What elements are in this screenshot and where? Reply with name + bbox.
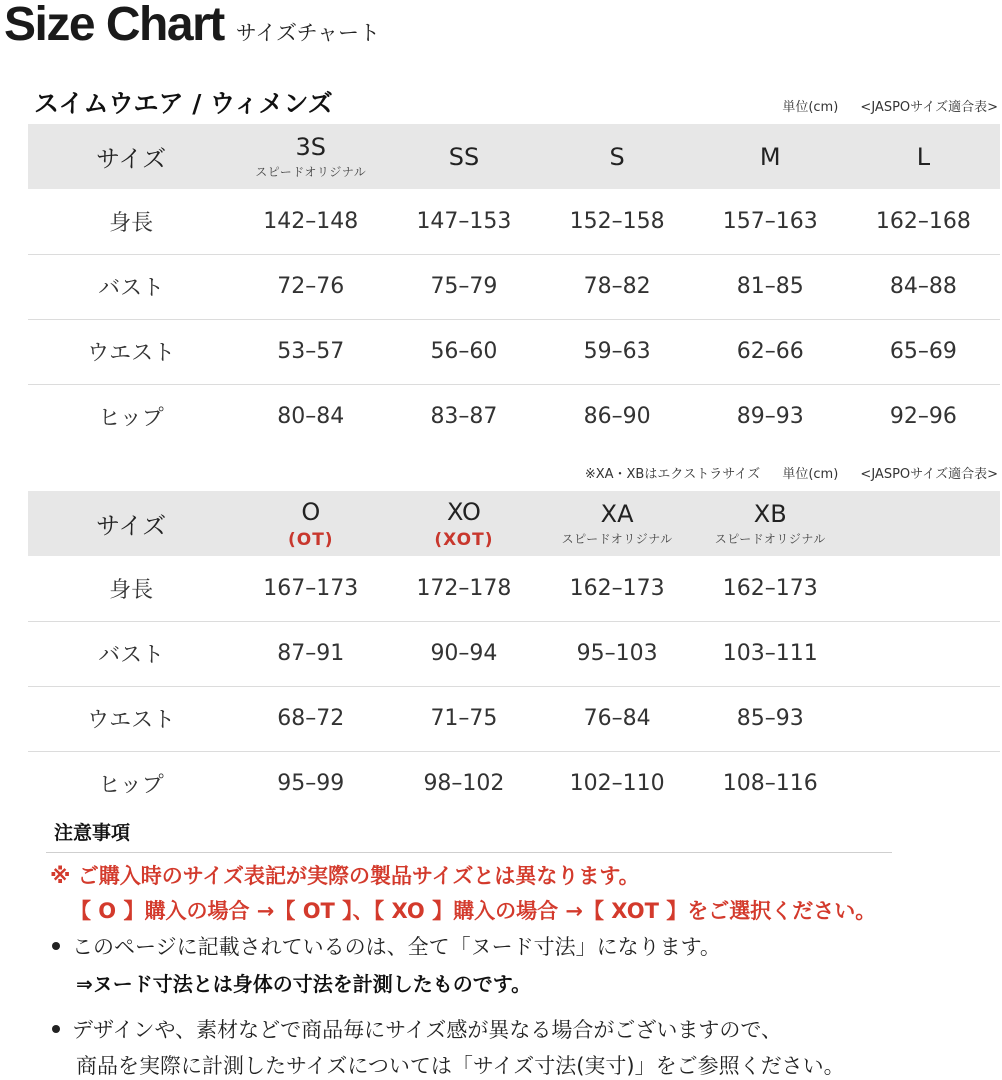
table-cell [847,621,1000,686]
bullet-text-1: このページに記載されているのは、全て「ヌード寸法」になります。 [72,935,721,959]
table-row [28,384,1000,449]
table-cell: 71–75 [430,706,498,731]
table-cell: 78–82 [583,274,651,299]
table-row [28,556,1000,621]
notes-title: 注意事項 [54,822,131,844]
table1-standard: <JASPOサイズ適合表> [860,100,998,115]
row-label: ヒップ [98,773,164,799]
table-cell: 102–110 [569,771,665,797]
warning-line-1: ※ ご購入時のサイズ表記が実際の製品サイズとは異なります。 [50,864,640,888]
size-table-1 [28,124,1000,449]
table-cell [847,686,1000,751]
table-cell: 62–66 [736,339,804,364]
page-header [4,0,380,50]
table-cell: 172–178 [416,575,512,601]
table-row [28,319,1000,384]
table-cell: 72–76 [277,274,345,299]
table-cell: 142–148 [263,208,359,234]
table-cell: 84–88 [889,274,957,299]
size-sub-label: スピードオリジナル [561,532,673,546]
row-label: ウエスト [87,341,176,366]
notes-divider [46,852,892,853]
table-cell: 56–60 [430,339,498,364]
page-subtitle: サイズチャート [235,21,381,45]
table-cell: 76–84 [583,706,651,731]
table-cell: 65–69 [889,339,957,364]
size-sub-label: スピードオリジナル [255,165,367,179]
table-cell [847,556,1000,621]
size-label: M [759,142,781,171]
table-row [28,189,1000,254]
table-cell: 85–93 [736,706,804,731]
table-cell: 90–94 [430,641,498,666]
extra-size-note: ※XA・XBはエクストラサイズ [584,467,761,482]
size-column-header [694,124,847,189]
table2-unit-note [585,463,998,482]
size-label: XO [447,497,481,526]
size-column-header [541,491,694,556]
table-header-row [28,124,1000,189]
header-label: サイズ [96,145,167,173]
table-cell: 53–57 [277,339,345,364]
row-label: 身長 [109,210,154,236]
table-cell: 87–91 [277,641,345,666]
table-cell: 98–102 [423,771,505,797]
table-cell: 89–93 [736,404,804,430]
table-cell: 162–173 [722,575,818,601]
row-label: ウエスト [87,708,176,733]
table-header-row [28,491,1000,556]
table-cell: 152–158 [569,208,665,234]
size-table-2 [28,491,1000,816]
table1-unit-note [782,96,998,115]
page-title: Size Chart [4,0,224,51]
table-row [28,621,1000,686]
size-label: 3S [295,133,327,161]
table-cell: 92–96 [889,404,957,430]
table-cell: 108–116 [722,771,818,797]
table2-standard: <JASPOサイズ適合表> [860,467,998,482]
bullet-1-subtext: ⇒ヌード寸法とは身体の寸法を計測したものです。 [76,972,532,996]
section-title: スイムウエア / ウィメンズ [34,89,333,118]
table-cell: 162–168 [875,208,971,234]
row-label: ヒップ [98,406,164,432]
bullet-item-2 [52,1014,782,1044]
bullet-text-2: デザインや、素材などで商品毎にサイズ感が異なる場合がございますので、 [72,1018,783,1042]
size-label: XB [753,500,787,528]
table1-unit: 単位(cm) [782,100,839,115]
bullet-icon [52,942,60,950]
table-cell: 103–111 [722,641,818,666]
row-label: バスト [98,643,165,668]
table-cell: 162–173 [569,575,665,601]
table-cell: 75–79 [430,274,498,299]
row-label: 身長 [109,577,154,603]
table-cell: 68–72 [277,706,345,731]
bullet-icon [52,1025,60,1033]
table-cell: 83–87 [430,404,498,430]
table-cell: 147–153 [416,208,512,234]
alt-size-label: (OT) [287,529,334,550]
table-cell: 95–103 [576,641,658,666]
size-column-header [387,124,540,189]
table-row [28,686,1000,751]
table-cell: 81–85 [736,274,804,299]
bullet-item-1 [52,931,721,961]
size-column-header [234,124,387,189]
size-column-header [387,491,540,556]
table-cell [847,751,1000,816]
bullet-2-subtext: 商品を実際に計測したサイズについては「サイズ寸法(実寸)」をご参照ください。 [76,1054,845,1078]
size-column-header [847,124,1000,189]
size-label: O [301,497,321,526]
table-cell: 86–90 [583,404,651,430]
empty-column-header [847,491,1000,556]
row-label: バスト [98,276,165,301]
table-cell: 157–163 [722,208,818,234]
size-column-header [694,491,847,556]
warning-line-2: 【 O 】購入の場合 →【 OT 】、【 XO 】購入の場合 →【 XOT 】をご選択ください。 [70,899,877,923]
table-cell: 167–173 [263,575,359,601]
size-label: SS [448,142,480,171]
table-row [28,254,1000,319]
size-label: L [916,142,931,171]
size-label: S [609,142,625,171]
size-label: XA [600,500,634,528]
table-cell: 80–84 [277,404,345,430]
size-column-header [541,124,694,189]
table2-unit: 単位(cm) [782,467,839,482]
alt-size-label: (XOT) [434,529,494,550]
header-label: サイズ [96,512,167,540]
table-row [28,751,1000,816]
table-cell: 95–99 [277,771,345,797]
size-column-header [234,491,387,556]
table-cell: 59–63 [583,339,651,364]
size-sub-label: スピードオリジナル [714,532,826,546]
